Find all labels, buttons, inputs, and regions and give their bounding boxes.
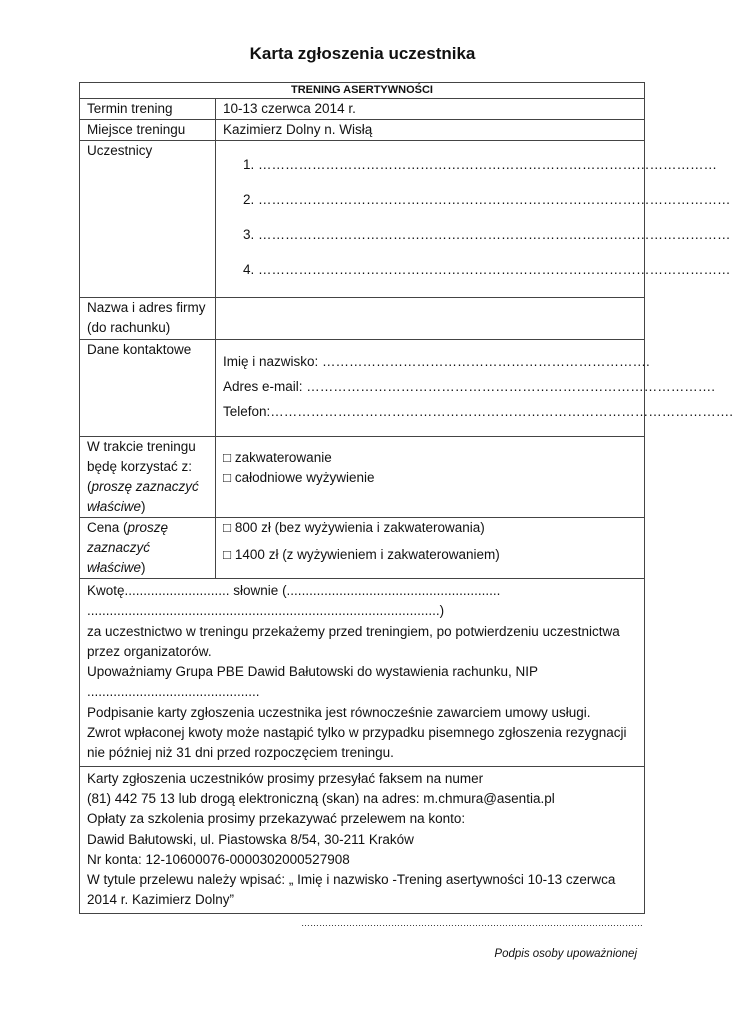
contact-field — [216, 340, 733, 437]
info-line: (81) 442 75 13 lub drogą elektroniczną (skan) na adres: m.chmura@asentia.pl — [87, 790, 555, 806]
miejsce-label: Miejsce treningu — [80, 120, 216, 141]
payment-terms — [80, 579, 645, 767]
miejsce-row — [80, 120, 645, 141]
cena-label-line — [87, 518, 208, 538]
participant-line[interactable]: 4. …………………………………………………………………………………………… — [243, 262, 731, 277]
page-title: Karta zgłoszenia uczestnika — [249, 44, 476, 63]
termin-label: Termin trening — [80, 99, 216, 120]
checkbox-zakwaterowanie[interactable]: □ zakwaterowanie — [223, 450, 332, 465]
participant-line[interactable]: 1. ………………………………………………………………………………………… — [243, 157, 718, 172]
options-row — [80, 437, 645, 518]
cena-hint: proszę — [127, 520, 169, 535]
options-label-line — [87, 477, 208, 497]
cena-text: Cena ( — [87, 520, 128, 535]
options-label-line: W trakcie treningu — [87, 439, 196, 454]
paren-open: ( — [87, 479, 92, 494]
kontakt-label: Dane kontaktowe — [80, 340, 216, 437]
info-line: Nr konta: 12-10600076-0000302000527908 — [87, 851, 350, 867]
termin-row — [80, 99, 645, 120]
firma-field[interactable] — [216, 298, 645, 340]
checkbox-wyzywienie[interactable]: □ całodniowe wyżywienie — [223, 470, 375, 485]
cena-row — [80, 518, 645, 579]
contact-email-line[interactable]: Adres e-mail: ………………………………………………………………………………. — [223, 379, 716, 394]
firma-label-line: Nazwa i adres firmy — [87, 300, 206, 315]
info-line: 2014 r. Kazimierz Dolny” — [87, 892, 235, 908]
info-line: W tytule przelewu należy wpisać: „ Imię i nazwisko -Trening asertywności 10-13 czerwca — [87, 872, 616, 888]
training-name-header: TRENING ASERTYWNOŚCI — [80, 83, 645, 99]
checkbox-price-1400[interactable]: □ 1400 zł (z wyżywieniem i zakwaterowaniem) — [223, 547, 500, 562]
payment-line: nie później niż 31 dni przed rozpoczęciem treningu. — [87, 745, 394, 761]
contact-phone-line[interactable]: Telefon:…………………………………………………………………………………………. — [223, 404, 733, 419]
firma-row — [80, 298, 645, 340]
payment-line: Upoważniamy Grupa PBE Dawid Bałutowski do wystawienia rachunku, NIP — [87, 664, 538, 680]
paren-close: ) — [141, 560, 146, 575]
options-hint: proszę zaznaczyć — [91, 479, 199, 494]
paren-close: ) — [141, 499, 146, 514]
signature-caption: Podpis osoby upoważnionej — [494, 948, 637, 960]
payment-line: Podpisanie karty zgłoszenia uczestnika jest równocześnie zawarciem umowy usługi. — [87, 704, 591, 720]
info-line: Opłaty za szkolenia prosimy przekazywać przelewem na konto: — [87, 811, 466, 827]
signature-line[interactable]: …………………………………………………………………………………………………… — [301, 918, 643, 928]
termin-value: 10-13 czerwca 2014 r. — [216, 99, 645, 120]
payment-line[interactable]: .............................................. — [87, 684, 260, 700]
info-line: Dawid Bałutowski, ul. Piastowska 8/54, 30-211 Kraków — [87, 831, 414, 847]
options-hint: właściwe — [87, 499, 142, 514]
participant-line[interactable]: 3. …………………………………………………………………………………………… — [243, 227, 731, 242]
kontakt-row — [80, 340, 645, 437]
cena-label — [80, 518, 216, 579]
payment-line[interactable]: ..............................................................................................) — [87, 603, 445, 619]
application-form-table — [79, 82, 733, 914]
contact-name-line[interactable]: Imię i nazwisko: ………………………………………………………………. — [223, 354, 650, 369]
uczestnicy-row — [80, 141, 645, 298]
cena-hint: zaznaczyć właściwe — [87, 540, 151, 575]
options-label-line: będę korzystać z: — [87, 459, 193, 474]
payment-line[interactable]: Kwotę............................ słownie (......................................................... — [87, 583, 501, 598]
options-label-line — [87, 497, 208, 517]
miejsce-value: Kazimierz Dolny n. Wisłą — [216, 120, 645, 141]
payment-row — [80, 579, 645, 767]
info-line: Karty zgłoszenia uczestników prosimy przesyłać faksem na numer — [87, 770, 484, 786]
info-row — [80, 766, 645, 913]
checkbox-price-800[interactable]: □ 800 zł (bez wyżywienia i zakwaterowania) — [223, 520, 485, 535]
payment-line: Zwrot wpłaconej kwoty może nastąpić tylko w przypadku pisemnego zgłoszenia rezygnacji — [87, 725, 627, 741]
participant-line[interactable]: 2. …………………………………………………………………………………………… — [243, 192, 731, 207]
payment-line: przez organizatorów. — [87, 643, 212, 659]
table-header-row — [80, 83, 645, 99]
uczestnicy-label: Uczestnicy — [80, 141, 216, 298]
cena-label-line — [87, 538, 208, 578]
options-label — [80, 437, 216, 518]
firma-label-line: (do rachunku) — [87, 320, 171, 335]
firma-label — [80, 298, 216, 340]
participants-field[interactable] — [216, 141, 731, 298]
payment-line: za uczestnictwo w treningu przekażemy przed treningiem, po potwierdzeniu uczestnictwa — [87, 623, 620, 639]
submission-info — [80, 766, 645, 913]
price-field — [216, 518, 645, 579]
options-field — [216, 437, 645, 518]
